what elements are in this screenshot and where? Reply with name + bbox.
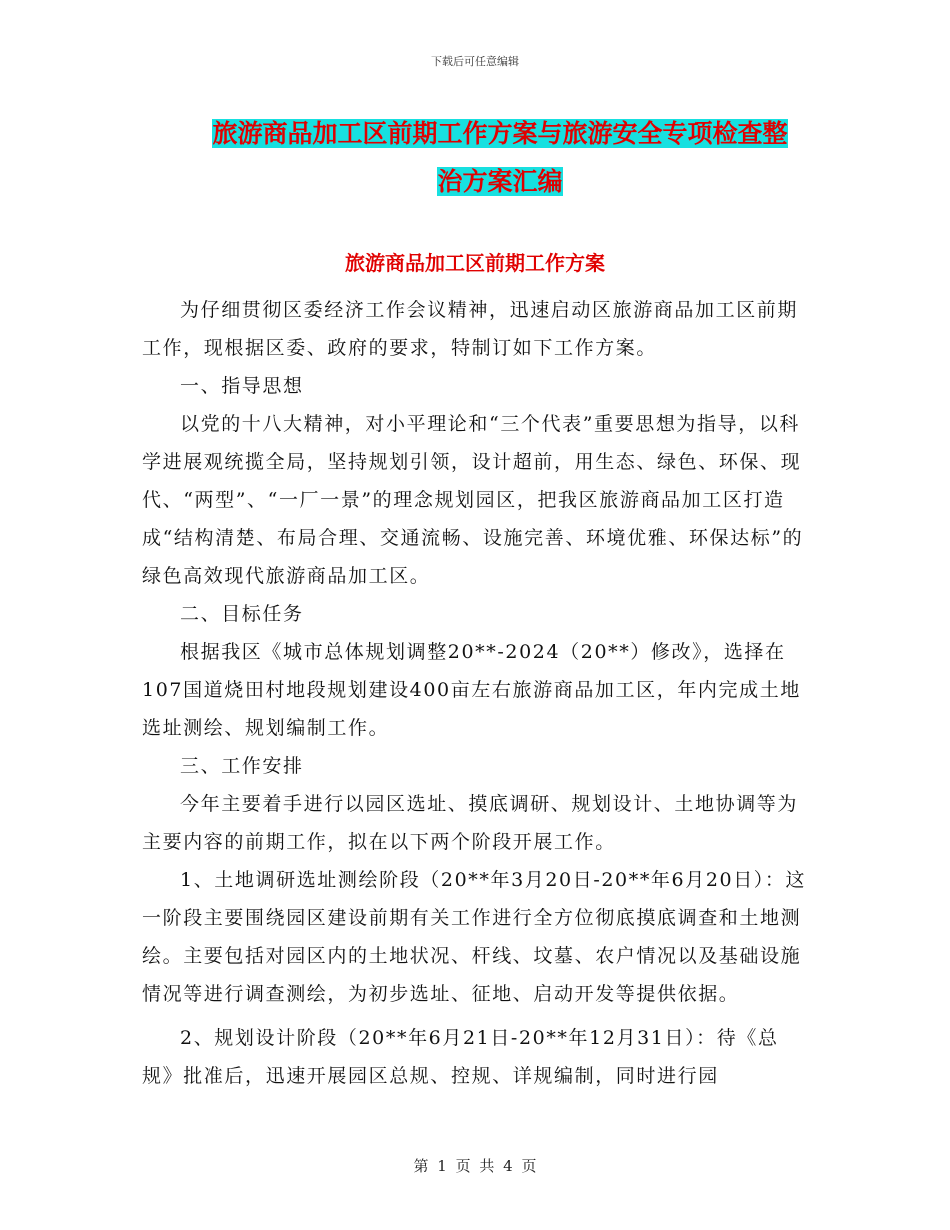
header-note: 下载后可任意编辑 <box>431 55 519 68</box>
section-title: 旅游商品加工区前期工作方案 <box>345 251 605 275</box>
page-footer: 第 1 页 共 4 页 <box>413 1157 537 1175</box>
paragraph-phase-2: 2、规划设计阶段（20**年6月21日-20**年12月31日）：待《总规》批准后，迅速开展园区总规、控规、详规编制，同时进行园 <box>142 1027 779 1087</box>
paragraph-work-arrangement: 今年主要着手进行以园区选址、摸底调研、规划设计、土地协调等为主要内容的前期工作，拟在以下两个阶段开展工作。 <box>142 793 799 853</box>
paragraph-guiding-ideology: 以党的十八大精神，对小平理论和“三个代表”重要思想为指导，以科学进展观统揽全局，坚持规划引领，设计超前，用生态、绿色、环保、现代、“两型”、“一厂一景”的理念规划园区，把我区旅游商品加工区打造成“结构清楚、布局合理、交通流畅、设施完善、环境优雅、环保达标”的绿色高效现代旅游商品加工区。 <box>142 413 804 587</box>
document-title-line-2: 治方案汇编 <box>437 167 563 196</box>
document-body <box>142 291 810 1095</box>
paragraph-goals: 根据我区《城市总体规划调整20**-2024（20**）修改》，选择在107国道烧田村地段规划建设400亩左右旅游商品加工区，年内完成土地选址测绘、规划编制工作。 <box>142 641 801 739</box>
paragraph-phase-1: 1、土地调研选址测绘阶段（20**年3月20日-20**年6月20日）：这一阶段主要围绕园区建设前期有关工作进行全方位彻底摸底调查和土地测绘。主要包括对园区内的土地状况、杆线、坟墓、农户情况以及基础设施情况等进行调查测绘，为初步选址、征地、启动开发等提供依据。 <box>142 869 807 1005</box>
heading-work-arrangement: 三、工作安排 <box>180 755 304 777</box>
document-title <box>140 110 860 206</box>
paragraph-intro: 为仔细贯彻区委经济工作会议精神，迅速启动区旅游商品加工区前期工作，现根据区委、政府的要求，特制订如下工作方案。 <box>142 299 799 359</box>
document-title-line-1: 旅游商品加工区前期工作方案与旅游安全专项检查整 <box>212 119 788 148</box>
heading-guiding-ideology: 一、指导思想 <box>180 375 304 397</box>
heading-goals: 二、目标任务 <box>180 603 304 625</box>
